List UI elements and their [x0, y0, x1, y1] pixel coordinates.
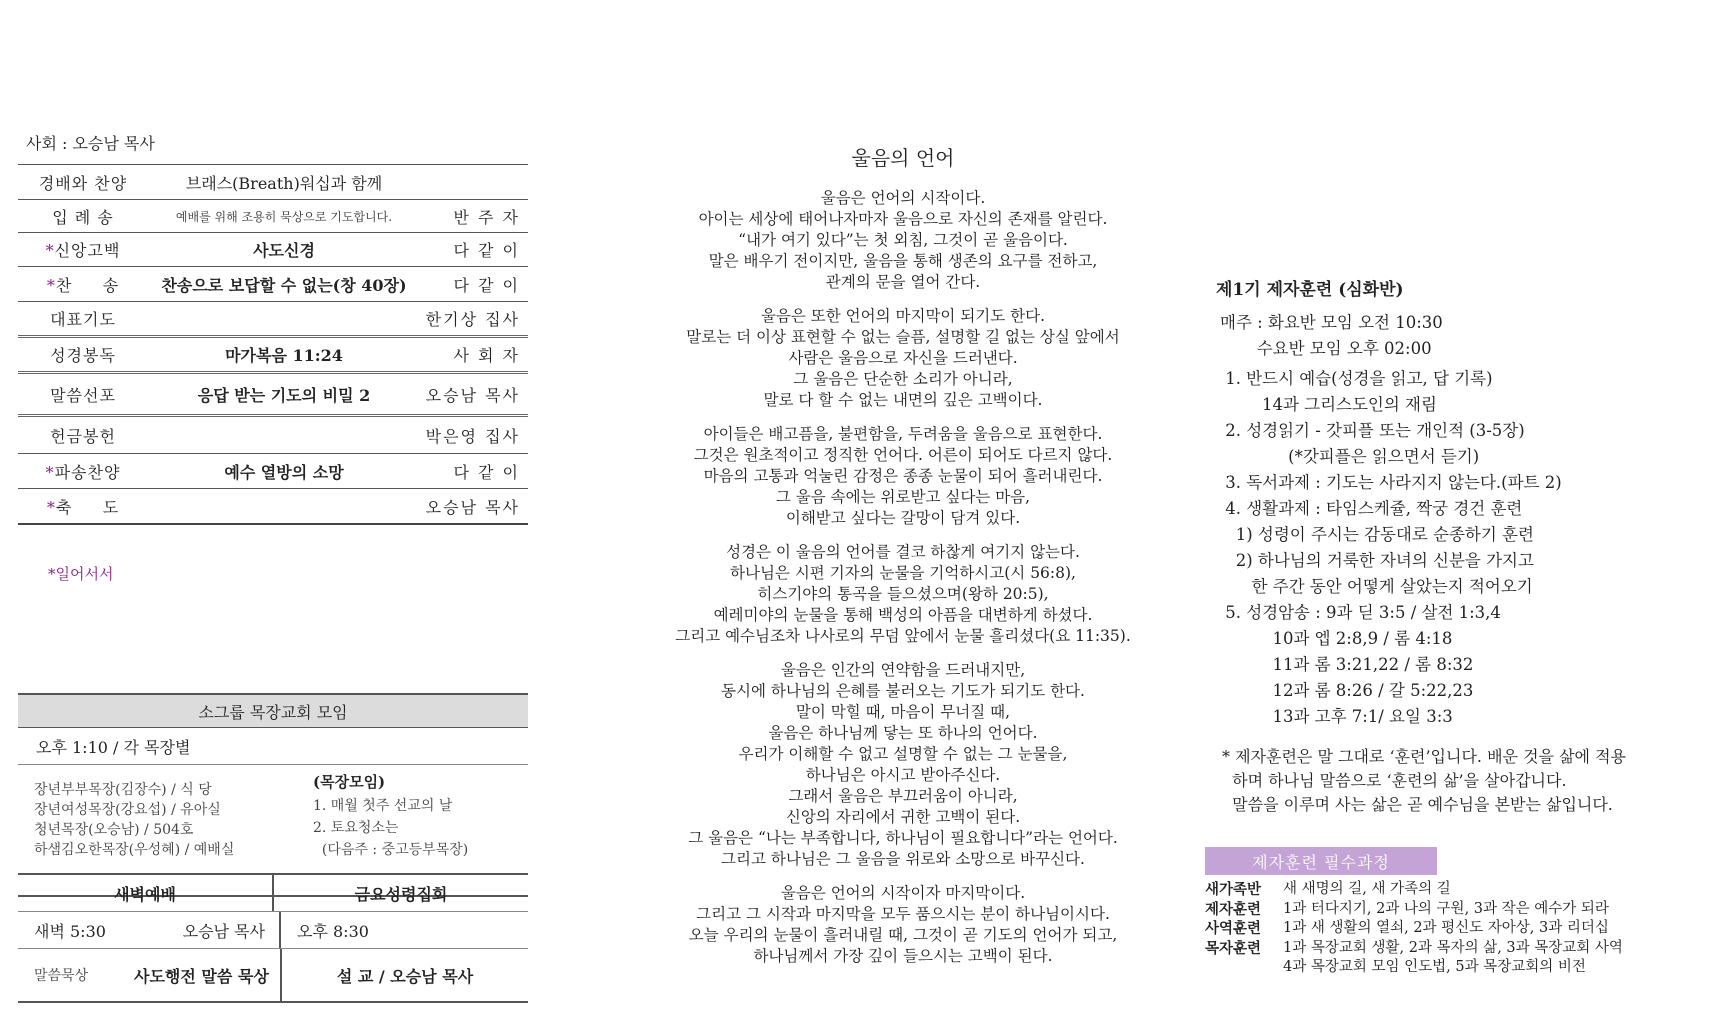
order-leader: 다 같 이 [453, 241, 520, 260]
training-line: 매주 : 화요반 모임 오전 10:30 [1220, 313, 1443, 332]
order-row [18, 453, 528, 488]
essay-line: 울음은 인간의 연약함을 드러내지만, [780, 661, 1026, 679]
essay-line: 히스기야의 통곡을 들으셨으며(왕하 20:5), [757, 585, 1049, 603]
order-row [18, 266, 528, 301]
order-label [18, 424, 148, 447]
essay-line: 울음은 언어의 시작이다. [820, 189, 986, 207]
order-content: 브래스(Breath)워십과 함께 [185, 173, 383, 193]
essay-line: 아이들은 배고픔을, 불편함을, 두려움을 울음으로 표현한다. [703, 425, 1103, 443]
order-content: 예배를 위해 조용히 묵상으로 기도합니다. [175, 209, 393, 224]
essay-line: 하나님은 시편 기자의 눈물을 기억하시고(시 56:8), [730, 564, 1076, 582]
essay-line: 그 울음은 단순한 소리가 아니라, [793, 370, 1013, 388]
order-content: 사도신경 [253, 241, 315, 260]
order-leader: 다 같 이 [453, 275, 520, 295]
essay-paragraph [600, 883, 1206, 967]
order-label-text: 성경봉독 [50, 346, 116, 365]
training-line: 10과 엡 2:8,9 / 롬 4:18 [1220, 629, 1453, 648]
order-label-text: 신앙고백 [54, 241, 121, 260]
order-label [18, 383, 148, 406]
meeting-item: (다음주 : 중고등부목장) [313, 842, 469, 858]
course-desc: 1과 새 생활의 열쇠, 2과 평신도 자아상, 3과 리더십 [1283, 920, 1609, 936]
dawn-label: 말씀묵상 [34, 968, 89, 984]
essay-line: 그리고 예수님조차 나사로의 무덤 앞에서 눈물 흘리셨다(요 11:35). [675, 627, 1131, 645]
essay-line: 예레미야의 눈물을 통해 백성의 아픔을 대변하게 하셨다. [713, 606, 1093, 624]
essay-line: 동시에 하나님의 은혜를 불러오는 기도가 되기도 한다. [721, 682, 1085, 700]
group-location: 장년여성목장(강요섭) / 유아실 [34, 802, 221, 818]
order-row [18, 164, 528, 199]
essay-line: 그 울음 속에는 위로받고 싶다는 마음, [775, 488, 1031, 506]
meeting-item: 2. 토요청소는 [313, 820, 399, 836]
small-group-title: 소그룹 목장교회 모임 [18, 693, 528, 728]
meeting-title: (목장모임) [313, 773, 386, 791]
course-badge: 제자훈련 필수과정 [1205, 847, 1437, 875]
order-label-text: 대표기도 [50, 310, 116, 329]
order-leader: 박은영 집사 [425, 426, 520, 446]
essay-line: 성경은 이 울음의 언어를 결코 하찮게 여기지 않는다. [726, 543, 1080, 561]
note-line: * 제자훈련은 말 그대로 ‘훈련’입니다. 배운 것을 삶에 적용 [1222, 747, 1626, 766]
training-line: 1) 성령이 주시는 감동대로 순종하기 훈련 [1220, 525, 1534, 544]
essay-line: 이해받고 싶다는 갈망이 담겨 있다. [785, 509, 1021, 527]
required-mark: * [46, 275, 56, 295]
training-line: (*갓피플은 읽으면서 듣기) [1220, 447, 1480, 466]
note-line: 하며 하나님 말씀으로 ‘훈련의 삶’을 살아갑니다. [1222, 771, 1567, 790]
essay-line: 그래서 울음은 부끄러움이 아니라, [788, 787, 1018, 805]
training-details [1220, 310, 1562, 730]
training-line: 2. 성경읽기 - 갓피플 또는 개인적 (3-5장) [1220, 421, 1525, 440]
group-location: 하샘김오한목장(우성혜) / 예배실 [34, 842, 235, 858]
order-label [18, 273, 148, 296]
essay-line: 그것은 원초적이고 정직한 언어다. 어른이 되어도 다르지 않다. [693, 446, 1113, 464]
essay-line: “내가 여기 있다”는 첫 외침, 그것이 곧 울음이다. [738, 231, 1068, 249]
worship-order-table [18, 164, 528, 525]
course-desc: 새 새명의 길, 새 가족의 길 [1283, 881, 1451, 897]
course-desc: 1과 목장교회 생활, 2과 목자의 삶, 3과 목장교회 사역 [1283, 939, 1623, 956]
order-row [18, 199, 528, 232]
course-name [1205, 958, 1283, 978]
meeting-item: 1. 매월 첫주 선교의 날 [313, 798, 453, 814]
course-desc: 1과 터다지기, 2과 나의 구원, 3과 작은 예수가 되라 [1283, 900, 1609, 917]
course-name: 제자훈련 [1205, 900, 1262, 918]
essay-body [600, 188, 1206, 980]
course-row [1205, 880, 1623, 900]
order-label-text: 찬 송 [55, 275, 120, 295]
essay-line: 사람은 울음으로 자신을 드러낸다. [788, 349, 1018, 367]
essay-line: 신앙의 자리에서 귀한 고백이 된다. [785, 808, 1021, 826]
standup-note: *일어서서 [48, 565, 114, 583]
training-line: 한 주간 동안 어떻게 살았는지 적어오기 [1220, 577, 1533, 596]
dawn-time: 새벽 5:30 [34, 921, 106, 941]
essay-line: 하나님께서 가장 깊이 들으시는 고백이 된다. [753, 947, 1053, 965]
order-label [18, 238, 148, 261]
order-label [18, 495, 148, 518]
training-line: 5. 성경암송 : 9과 딛 3:5 / 살전 1:3,4 [1220, 603, 1501, 622]
essay-line: 말로는 더 이상 표현할 수 없는 슬픔, 설명할 길 없는 상실 앞에서 [686, 328, 1120, 346]
essay-line: 말은 배우기 전이지만, 울음을 통해 생존의 요구를 전하고, [708, 252, 1098, 270]
order-label-text: 경배와 찬양 [38, 173, 128, 193]
order-leader: 사 회 자 [453, 346, 520, 365]
essay-line: 그 울음은 “나는 부족합니다, 하나님이 필요합니다”라는 언어다. [688, 829, 1118, 847]
essay-paragraph [600, 424, 1206, 529]
essay-paragraph [600, 542, 1206, 647]
order-row [18, 488, 528, 523]
group-location: 장년부부목장(김장수) / 식 당 [34, 782, 212, 798]
dawn-leader: 오승남 목사 [182, 921, 265, 941]
essay-line: 아이는 세상에 태어나자마자 울음으로 자신의 존재를 알린다. [698, 210, 1108, 228]
essay-line: 말로 다 할 수 없는 내면의 깊은 고백이다. [763, 391, 1043, 409]
order-content: 마가복음 11:24 [225, 346, 343, 365]
training-line: 1. 반드시 예습(성경을 읽고, 답 기록) [1220, 369, 1493, 388]
order-row [18, 414, 528, 453]
training-note [1222, 745, 1626, 817]
essay-line: 마음의 고통과 억눌린 감정은 종종 눈물이 되어 흘러내린다. [703, 467, 1103, 485]
order-label-text: 파송찬양 [54, 462, 121, 482]
small-group-time: 오후 1:10 / 각 목장별 [18, 728, 528, 765]
course-row [1205, 958, 1623, 978]
dawn-content: 사도행전 말씀 묵상 [134, 966, 269, 986]
training-line: 4. 생활과제 : 타임스케쥴, 짝궁 경건 훈련 [1220, 499, 1523, 518]
training-line: 14과 그리스도인의 재림 [1220, 395, 1437, 414]
order-label [18, 307, 148, 330]
small-group-section [18, 693, 528, 897]
essay-paragraph [600, 188, 1206, 293]
order-leader: 오승남 목사 [425, 385, 520, 405]
order-label-text: 입 례 송 [52, 207, 114, 227]
order-leader: 반 주 자 [453, 207, 520, 227]
order-content: 예수 열방의 소망 [224, 462, 344, 482]
order-label-text: 말씀선포 [50, 385, 116, 405]
training-line: 12과 롬 8:26 / 갈 5:22,23 [1220, 681, 1474, 700]
friday-time: 오후 8:30 [297, 921, 369, 941]
order-label [18, 205, 148, 228]
training-line: 3. 독서과제 : 기도는 사라지지 않는다.(파트 2) [1220, 473, 1562, 492]
essay-paragraph [600, 306, 1206, 411]
worship-host: 사회 : 오승남 목사 [26, 134, 155, 153]
essay-line: 관계의 문을 열어 간다. [825, 273, 981, 291]
essay-line: 그리고 그 시작과 마지막을 모두 품으시는 분이 하나님이시다. [696, 905, 1110, 923]
order-leader: 다 같 이 [453, 462, 520, 482]
required-mark: * [45, 462, 55, 482]
essay-title: 울음의 언어 [851, 146, 955, 170]
friday-content: 설 교 / 오승남 목사 [336, 966, 474, 986]
course-row [1205, 900, 1623, 920]
order-row [18, 371, 528, 414]
order-row [18, 232, 528, 266]
order-label [18, 343, 148, 366]
order-label [18, 460, 148, 483]
required-mark: * [46, 497, 56, 517]
course-name: 새가족반 [1205, 881, 1262, 898]
dawn-service-header: 새벽예배 [18, 875, 274, 911]
order-label [18, 171, 148, 194]
essay-line: 울음은 언어의 시작이자 마지막이다. [780, 884, 1026, 902]
services-table [18, 873, 528, 1003]
note-line: 말씀을 이루며 사는 삶은 곧 예수님을 본받는 삶입니다. [1222, 795, 1613, 814]
order-content: 찬송으로 보답할 수 없는(창 40장) [161, 275, 407, 295]
essay-line: 오늘 우리의 눈물이 흘러내릴 때, 그것이 곧 기도의 언어가 되고, [688, 926, 1118, 944]
course-desc: 4과 목장교회 모임 인도법, 5과 목장교회의 비전 [1283, 959, 1586, 975]
order-leader: 한기상 집사 [425, 310, 520, 329]
course-name: 사역훈련 [1205, 920, 1262, 937]
order-leader: 오승남 목사 [425, 497, 520, 517]
order-label-text: 축 도 [55, 497, 120, 517]
essay-line: 우리가 이해할 수 없고 설명할 수 없는 그 눈물을, [738, 745, 1068, 763]
training-line: 수요반 모임 오후 02:00 [1220, 339, 1432, 358]
required-mark: * [45, 241, 55, 260]
training-line: 13과 고후 7:1/ 요일 3:3 [1220, 707, 1453, 726]
essay-paragraph [600, 660, 1206, 870]
order-content: 응답 받는 기도의 비밀 2 [197, 385, 371, 405]
group-location: 청년목장(오승남) / 504호 [34, 822, 194, 838]
course-row [1205, 939, 1623, 959]
essay-line: 울음은 하나님께 닿는 또 하나의 언어다. [768, 724, 1038, 742]
order-label-text: 헌금봉헌 [50, 426, 116, 446]
essay-line: 말이 막힐 때, 마음이 무너질 때, [795, 703, 1011, 721]
training-line: 11과 롬 3:21,22 / 롬 8:32 [1220, 655, 1474, 674]
essay-line: 울음은 또한 언어의 마지막이 되기도 한다. [760, 307, 1046, 325]
course-name: 목자훈련 [1205, 939, 1262, 957]
course-list [1205, 880, 1623, 978]
essay-line: 하나님은 아시고 받아주신다. [805, 766, 1001, 784]
friday-service-header: 금요성령집회 [354, 884, 448, 904]
training-title: 제1기 제자훈련 (심화반) [1216, 280, 1404, 300]
essay-line: 그리고 하나님은 그 울음을 위로와 소망으로 바꾸신다. [721, 850, 1085, 868]
training-line: 2) 하나님의 거룩한 자녀의 신분을 가지고 [1220, 551, 1534, 570]
course-row [1205, 919, 1623, 939]
order-row [18, 301, 528, 335]
order-row [18, 335, 528, 371]
order-bottom-rule [18, 523, 528, 525]
